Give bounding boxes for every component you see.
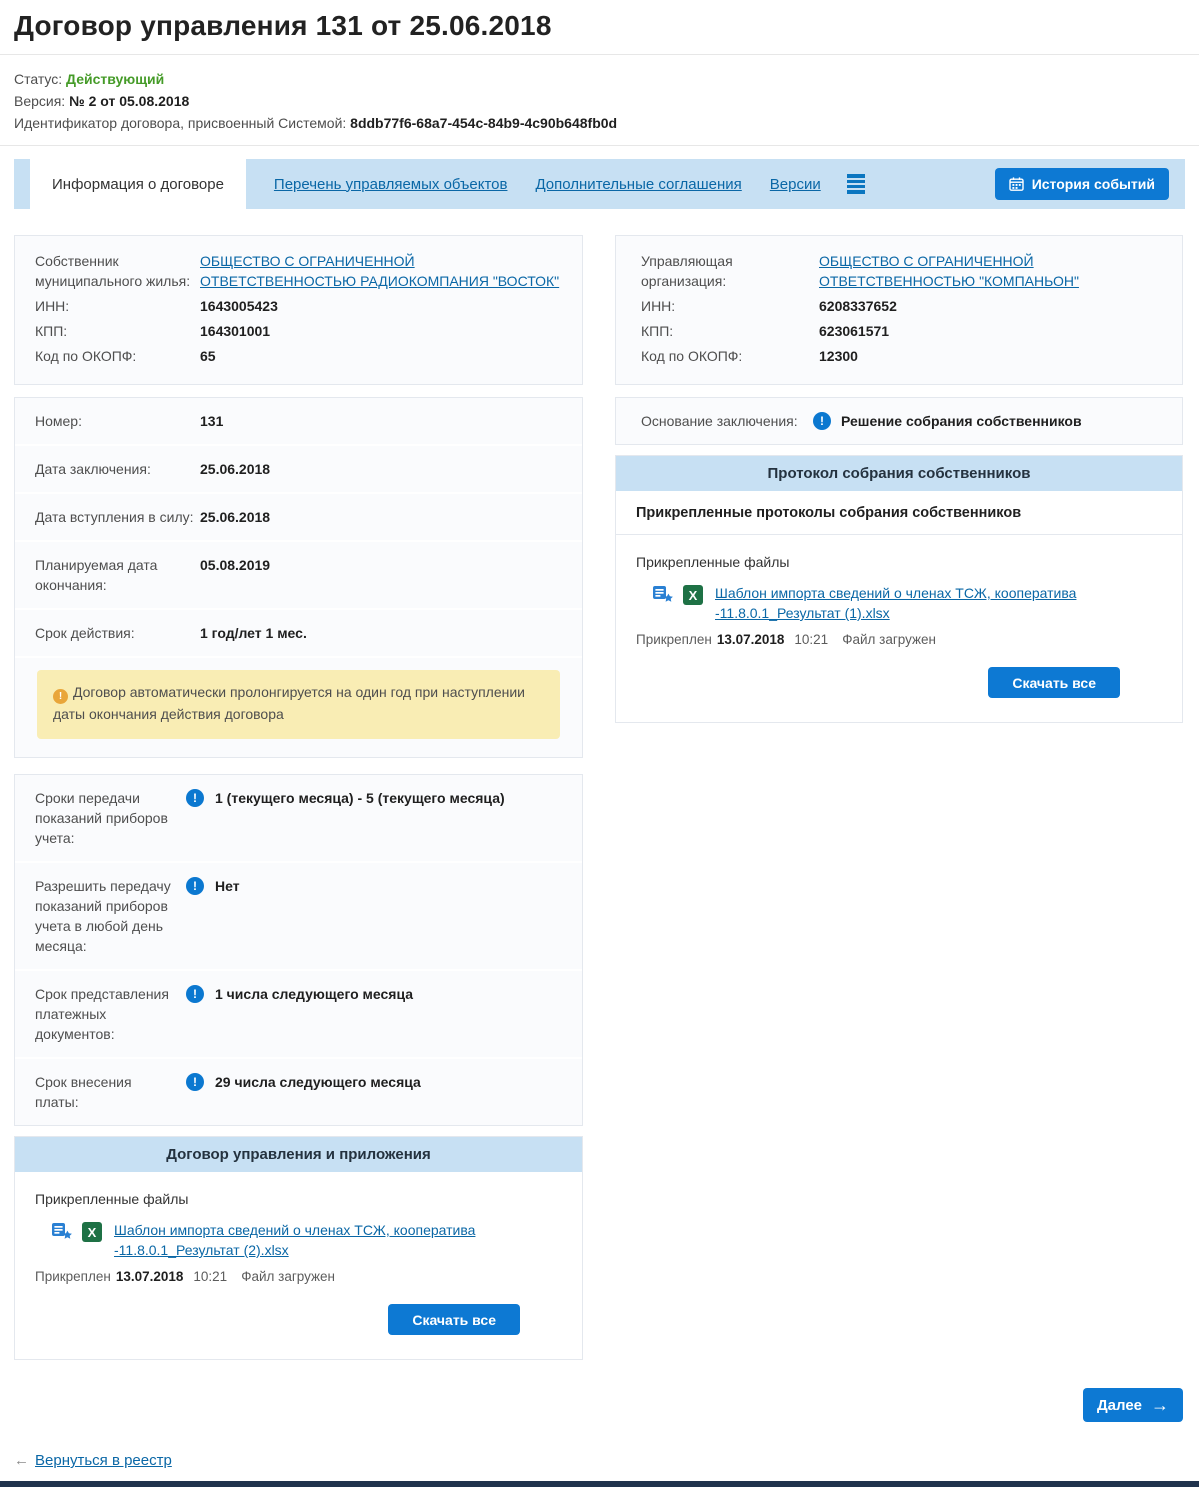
protocol-subtitle: Прикрепленные протоколы собрания собственников <box>616 491 1182 535</box>
version-line <box>14 90 1185 112</box>
management-row <box>616 251 1182 291</box>
attached-file-link[interactable]: Шаблон импорта сведений о членах ТСЖ, кооператива -11.8.0.1_Результат (2).xlsx <box>114 1222 476 1258</box>
status-value: Действующий <box>66 71 165 87</box>
bottom-bar <box>0 1360 1199 1422</box>
row-value: 1 числа следующего месяца <box>215 986 414 1002</box>
table-row <box>15 1059 582 1125</box>
row-label: Управляющая организация: <box>641 253 733 289</box>
info-icon[interactable]: ! <box>186 985 204 1003</box>
prolongation-warning-row <box>15 658 582 757</box>
tab-additional-agreements[interactable]: Дополнительные соглашения <box>535 175 742 193</box>
excel-file-icon: X <box>683 585 703 605</box>
table-row <box>15 610 582 658</box>
owner-row <box>15 251 582 291</box>
row-label: ИНН: <box>641 298 676 314</box>
row-value: 65 <box>200 348 216 364</box>
info-icon[interactable]: ! <box>186 789 204 807</box>
arrow-right-icon: → <box>1151 1394 1169 1415</box>
owner-row <box>15 346 582 366</box>
row-label: Код по ОКОПФ: <box>641 348 743 364</box>
right-column <box>615 235 1183 723</box>
warning-icon: ! <box>53 689 68 704</box>
table-row <box>15 775 582 863</box>
protocol-section <box>615 455 1183 723</box>
row-value: 6208337652 <box>819 298 897 314</box>
status-line <box>14 68 1185 90</box>
table-row <box>15 494 582 542</box>
footer-strip <box>0 1481 1199 1487</box>
table-row <box>15 971 582 1059</box>
row-label: Сроки передачи показаний приборов учета: <box>35 790 168 846</box>
row-value: 25.06.2018 <box>200 509 271 525</box>
file-row <box>636 583 1162 623</box>
file-icons <box>652 583 703 605</box>
next-button[interactable] <box>1083 1388 1183 1422</box>
row-value: 1 (текущего месяца) - 5 (текущего месяца) <box>215 790 505 806</box>
file-icons <box>51 1220 102 1242</box>
meter-settings-block <box>14 774 583 1126</box>
row-value: 1643005423 <box>200 298 278 314</box>
info-icon[interactable]: ! <box>186 877 204 895</box>
row-label: Номер: <box>35 413 82 429</box>
tab-contract-info[interactable]: Информация о договоре <box>30 159 246 209</box>
section-body <box>15 1172 582 1359</box>
file-meta <box>636 632 1162 647</box>
row-label: Разрешить передачу показаний приборов учета в любой день месяца: <box>35 878 171 954</box>
attached-date: 13.07.2018 <box>115 1269 184 1284</box>
attached-time: 10:21 <box>193 1269 228 1284</box>
row-value: Решение собрания собственников <box>841 413 1082 429</box>
row-label: КПП: <box>641 323 674 339</box>
management-row <box>616 346 1182 366</box>
row-label: КПП: <box>35 323 68 339</box>
owner-row <box>15 321 582 341</box>
section-body <box>616 535 1182 722</box>
row-label: Срок внесения платы: <box>35 1074 132 1110</box>
file-status: Файл загружен <box>241 1269 336 1284</box>
status-block <box>0 55 1199 145</box>
table-row <box>15 446 582 494</box>
row-value: 1 год/лет 1 мес. <box>200 625 307 641</box>
tab-bar <box>14 159 1185 209</box>
row-label: Срок действия: <box>35 625 135 641</box>
info-icon[interactable]: ! <box>813 412 831 430</box>
row-label: Собственник муниципального жилья: <box>35 253 191 289</box>
version-label: Версия: <box>14 93 66 109</box>
identifier-label: Идентификатор договора, присвоенный Системой: <box>14 115 347 131</box>
contract-details-block <box>14 397 583 758</box>
more-tabs-list-icon[interactable] <box>847 174 865 194</box>
row-label: Срок представления платежных документов: <box>35 986 169 1042</box>
prolongation-warning <box>37 670 560 739</box>
next-button-label: Далее <box>1096 1396 1142 1414</box>
attached-time: 10:21 <box>794 632 829 647</box>
download-all-button[interactable]: Скачать все <box>388 1304 520 1335</box>
attached-date: 13.07.2018 <box>716 632 785 647</box>
file-status: Файл загружен <box>842 632 937 647</box>
attached-files-label: Прикрепленные файлы <box>35 1191 189 1207</box>
row-value: 25.06.2018 <box>200 461 271 477</box>
attached-label: Прикреплен <box>35 1269 111 1284</box>
file-row <box>35 1220 562 1260</box>
row-value: 05.08.2019 <box>200 557 271 573</box>
conclusion-basis-row <box>615 397 1183 445</box>
owner-row <box>15 296 582 316</box>
left-column <box>14 235 583 1360</box>
row-value: Нет <box>215 878 240 894</box>
management-row <box>616 296 1182 316</box>
attached-file-link[interactable]: Шаблон импорта сведений о членах ТСЖ, кооператива -11.8.0.1_Результат (1).xlsx <box>715 585 1077 621</box>
row-label: Дата вступления в силу: <box>35 509 194 525</box>
row-label: Планируемая дата окончания: <box>35 557 158 593</box>
status-label: Статус: <box>14 71 63 87</box>
identifier-line <box>14 112 1185 134</box>
file-meta <box>35 1269 562 1284</box>
excel-file-icon: X <box>82 1222 102 1242</box>
row-value: 29 числа следующего месяца <box>215 1074 421 1090</box>
attached-files-label: Прикрепленные файлы <box>636 554 790 570</box>
event-history-button[interactable] <box>995 168 1169 200</box>
row-value: 164301001 <box>200 323 271 339</box>
arrow-left-icon: ← <box>14 1452 29 1469</box>
row-label: ИНН: <box>35 298 70 314</box>
version-value: № 2 от 05.08.2018 <box>69 93 190 109</box>
row-value: 131 <box>200 413 224 429</box>
management-organization-link[interactable]: ОБЩЕСТВО С ОГРАНИЧЕННОЙ ОТВЕТСТВЕННОСТЬЮ "КОМПАНЬОН" <box>819 253 1079 289</box>
signed-document-icon <box>51 1222 73 1242</box>
warning-text: Договор автоматически пролонгируется на один год при наступлении даты окончания действия договора <box>53 684 525 722</box>
divider <box>0 145 1199 146</box>
event-history-label: История событий <box>1031 176 1155 192</box>
tab-managed-objects[interactable]: Перечень управляемых объектов <box>273 175 508 193</box>
contract-documents-section <box>14 1136 583 1360</box>
owner-info-block <box>14 235 583 385</box>
section-title: Протокол собрания собственников <box>616 456 1182 491</box>
download-all-button[interactable]: Скачать все <box>988 667 1120 698</box>
row-label: Дата заключения: <box>35 461 151 477</box>
owner-organization-link[interactable]: ОБЩЕСТВО С ОГРАНИЧЕННОЙ ОТВЕТСТВЕННОСТЬЮ РАДИОКОМПАНИЯ "ВОСТОК" <box>200 253 560 289</box>
calendar-icon <box>1009 177 1024 191</box>
row-label: Код по ОКОПФ: <box>35 348 137 364</box>
back-row <box>0 1422 1199 1481</box>
table-row <box>15 398 582 446</box>
row-value: 12300 <box>819 348 858 364</box>
signed-document-icon <box>652 585 674 605</box>
content-columns <box>0 209 1199 1360</box>
row-value: 623061571 <box>819 323 890 339</box>
back-to-registry-link[interactable]: Вернуться в реестр <box>35 1452 172 1469</box>
identifier-value: 8ddb77f6-68a7-454c-84b9-4c90b648fb0d <box>350 115 618 131</box>
page-title: Договор управления 131 от 25.06.2018 <box>14 10 552 41</box>
info-icon[interactable]: ! <box>186 1073 204 1091</box>
tab-versions[interactable]: Версии <box>769 175 821 193</box>
management-row <box>616 321 1182 341</box>
management-org-block <box>615 235 1183 385</box>
table-row <box>15 542 582 610</box>
section-title: Договор управления и приложения <box>15 1137 582 1172</box>
attached-label: Прикреплен <box>636 632 712 647</box>
table-row <box>15 863 582 971</box>
row-label: Основание заключения: <box>641 413 798 429</box>
